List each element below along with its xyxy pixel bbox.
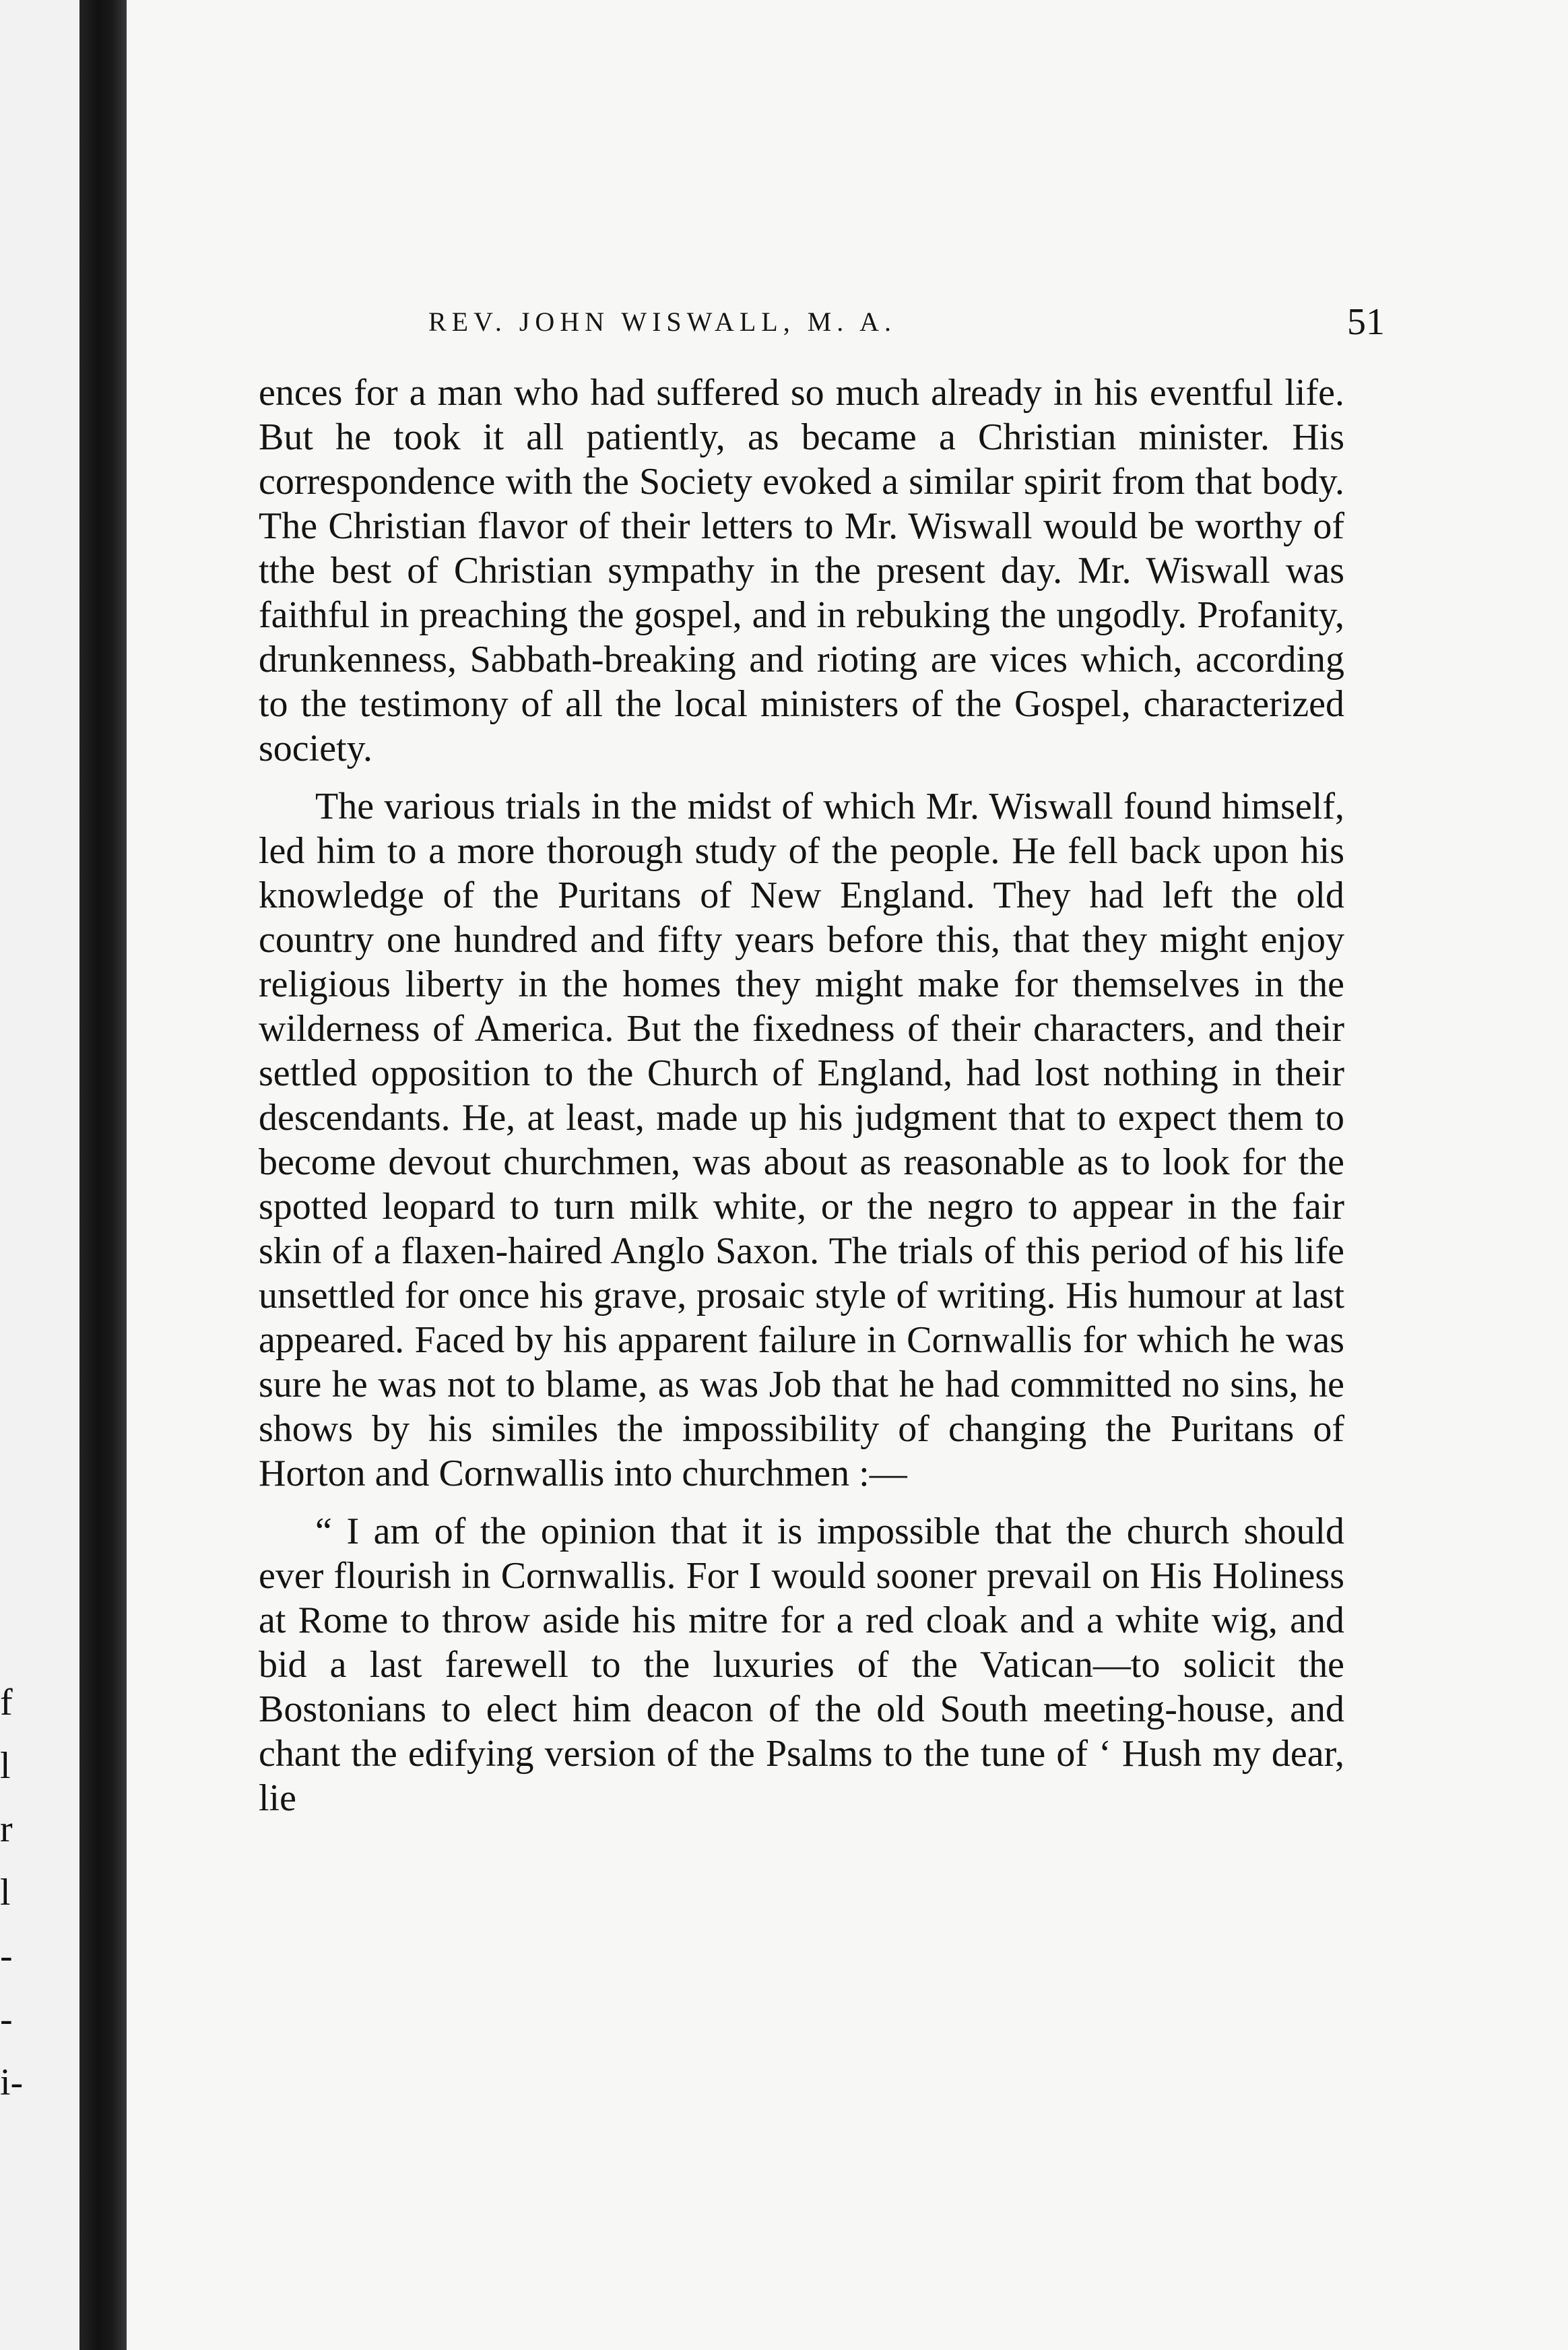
- left-fragment: l: [0, 1745, 11, 1787]
- binding-shadow: [79, 0, 127, 2350]
- left-page-text-fragments: [0, 1671, 27, 2114]
- left-fragment: i-: [0, 2062, 24, 2103]
- paragraph-2: The various trials in the midst of which Mr. Wiswall found himself, led him to a more thorough study of the people. He fell back upon his knowledge of the Puritans of New England. They had left the old country one hundred and fifty years before this, that they might enjoy religious liberty in the homes they might make for themselves in the wilderness of America. But the fixedness of their characters, and their settled opposition to the Church of England, had lost nothing in their descendants. He, at least, made up his judgment that to expect them to become devout churchmen, was about as reasonable as to look for the spotted leopard to turn milk white, or the negro to appear in the fair skin of a flaxen-haired Anglo Saxon. The trials of this period of his life unsettled for once his grave, prosaic style of writing. His humour at last appeared. Faced by his apparent failure in Cornwallis for which he was sure he was not to blame, as was Job that he had committed no sins, he shows by his similes the impossibility of changing the Puritans of Horton and Cornwallis into churchmen :—: [259, 786, 1344, 1494]
- left-fragment: l: [0, 1872, 11, 1913]
- page-header: [428, 295, 1385, 349]
- left-fragment: -: [0, 1998, 13, 2040]
- left-fragment: r: [0, 1808, 13, 1850]
- left-page-edge: [0, 0, 79, 2350]
- paragraph-1: ences for a man who had suffered so much already in his eventful life. But he took it all patiently, as became a Christian minister. His correspondence with the Society evoked a similar spirit from that body. The Christian flavor of their letters to Mr. Wiswall would be worthy of tthe best of Christian sympathy in the present day. Mr. Wiswall was faithful in preaching the gospel, and in rebuking the ungodly. Profanity, drunkenness, Sabbath-breaking and rioting are vices which, according to the testimony of all the local ministers of the Gospel, characterized society.: [259, 372, 1344, 769]
- left-fragment: -: [0, 1935, 13, 1977]
- left-fragment: f: [0, 1682, 13, 1723]
- running-head: REV. JOHN WISWALL, M. A.: [428, 307, 896, 337]
- paragraph-3: “ I am of the opinion that it is impossible that the church should ever flourish in Cornwallis. For I would sooner prevail on His Holiness at Rome to throw aside his mitre for a red cloak and a white wig, and bid a last farewell to the luxuries of the Vatican—to solicit the Bostonians to elect him deacon of the old South meeting-house, and chant the edifying version of the Psalms to the tune of ‘ Hush my dear, lie: [259, 1511, 1344, 1819]
- page-body: [259, 371, 1344, 1834]
- page-number: 51: [1347, 301, 1385, 343]
